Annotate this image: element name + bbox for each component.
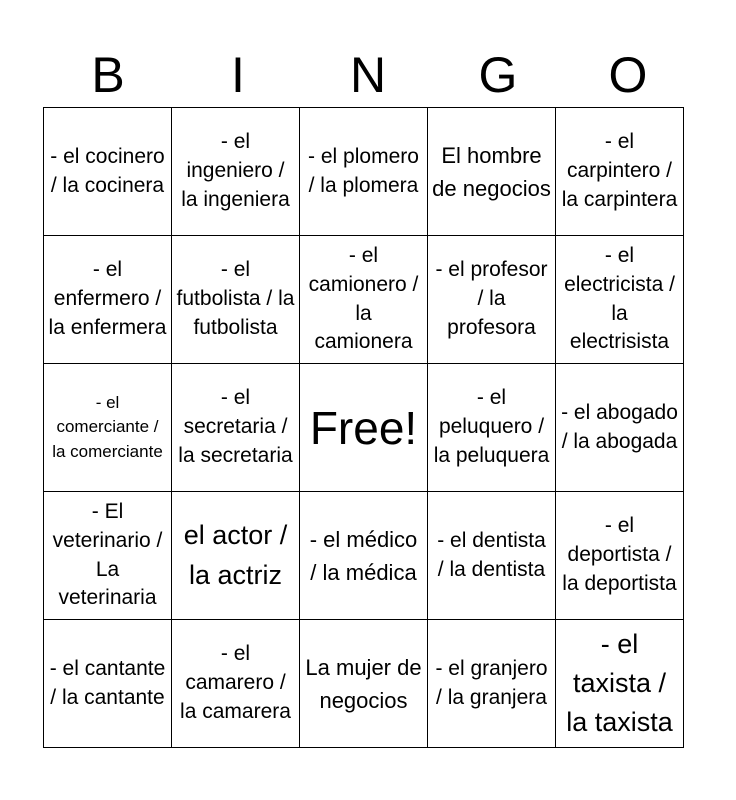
cell-text: - el profesor / la profesora <box>435 258 548 339</box>
header-letter-g: G <box>478 47 518 103</box>
header-letter-o: O <box>608 47 648 103</box>
board-row-2 <box>44 236 684 364</box>
bingo-cell <box>428 236 556 364</box>
cell-text: - el cocinero / la cocinera <box>50 144 165 197</box>
bingo-cell <box>44 236 172 364</box>
bingo-cell <box>44 620 172 748</box>
board-row-4 <box>44 492 684 620</box>
bingo-cell <box>44 108 172 236</box>
bingo-cell <box>428 364 556 492</box>
bingo-cell <box>300 492 428 620</box>
cell-text: - el deportista / la deportista <box>562 514 677 595</box>
cell-text: - el cantante / la cantante <box>49 656 166 709</box>
board-row-1 <box>44 108 684 236</box>
board-row-3 <box>44 364 684 492</box>
header-letter-i: I <box>231 47 245 103</box>
bingo-cell <box>44 364 172 492</box>
cell-text: - el peluquero / la peluquera <box>433 386 550 467</box>
bingo-cell <box>428 108 556 236</box>
cell-text: - el secretaria / la secretaria <box>178 386 293 467</box>
cell-text: - El veterinario / La veterinaria <box>52 499 163 610</box>
bingo-board <box>43 107 684 748</box>
bingo-cell <box>172 492 300 620</box>
bingo-cell <box>556 364 684 492</box>
board-row-5 <box>44 620 684 748</box>
bingo-cell <box>556 108 684 236</box>
cell-text: - el ingeniero / la ingeniera <box>181 130 290 211</box>
free-space-cell <box>300 364 428 492</box>
bingo-cell <box>172 236 300 364</box>
header-letter-b: B <box>91 47 125 103</box>
header-letter-n: N <box>349 47 387 103</box>
cell-text: - el camionero / la camionera <box>308 243 419 354</box>
cell-text: - el dentista / la dentista <box>437 528 546 581</box>
bingo-cell <box>172 620 300 748</box>
bingo-cell <box>300 108 428 236</box>
cell-text: - el camarero / la camarera <box>180 642 291 723</box>
cell-text: - el enfermero / la enfermera <box>48 258 167 339</box>
cell-text: El hombre de negocios <box>432 142 551 201</box>
bingo-cell <box>172 108 300 236</box>
bingo-header <box>43 42 693 108</box>
cell-text: - el comerciante / la comerciante <box>52 393 163 461</box>
free-space-text: Free! <box>309 401 418 454</box>
cell-text: - el carpintero / la carpintera <box>561 130 678 211</box>
bingo-cell <box>428 492 556 620</box>
bingo-cell <box>556 236 684 364</box>
cell-text: - el granjero / la granjera <box>435 656 548 709</box>
cell-text: - el abogado / la abogada <box>561 400 678 453</box>
cell-text: La mujer de negocios <box>305 654 422 713</box>
bingo-cell <box>556 492 684 620</box>
cell-text: - el plomero / la plomera <box>308 144 419 197</box>
cell-text: - el taxista / la taxista <box>566 628 673 738</box>
cell-text: - el electricista / la electrisista <box>564 243 675 354</box>
bingo-cell <box>172 364 300 492</box>
cell-text: el actor / la actriz <box>183 520 288 590</box>
cell-text: - el futbolista / la futbolista <box>176 258 295 339</box>
bingo-cell <box>428 620 556 748</box>
cell-text: - el médico / la médica <box>309 526 418 585</box>
bingo-cell <box>300 620 428 748</box>
bingo-cell <box>300 236 428 364</box>
bingo-cell <box>44 492 172 620</box>
bingo-cell <box>556 620 684 748</box>
